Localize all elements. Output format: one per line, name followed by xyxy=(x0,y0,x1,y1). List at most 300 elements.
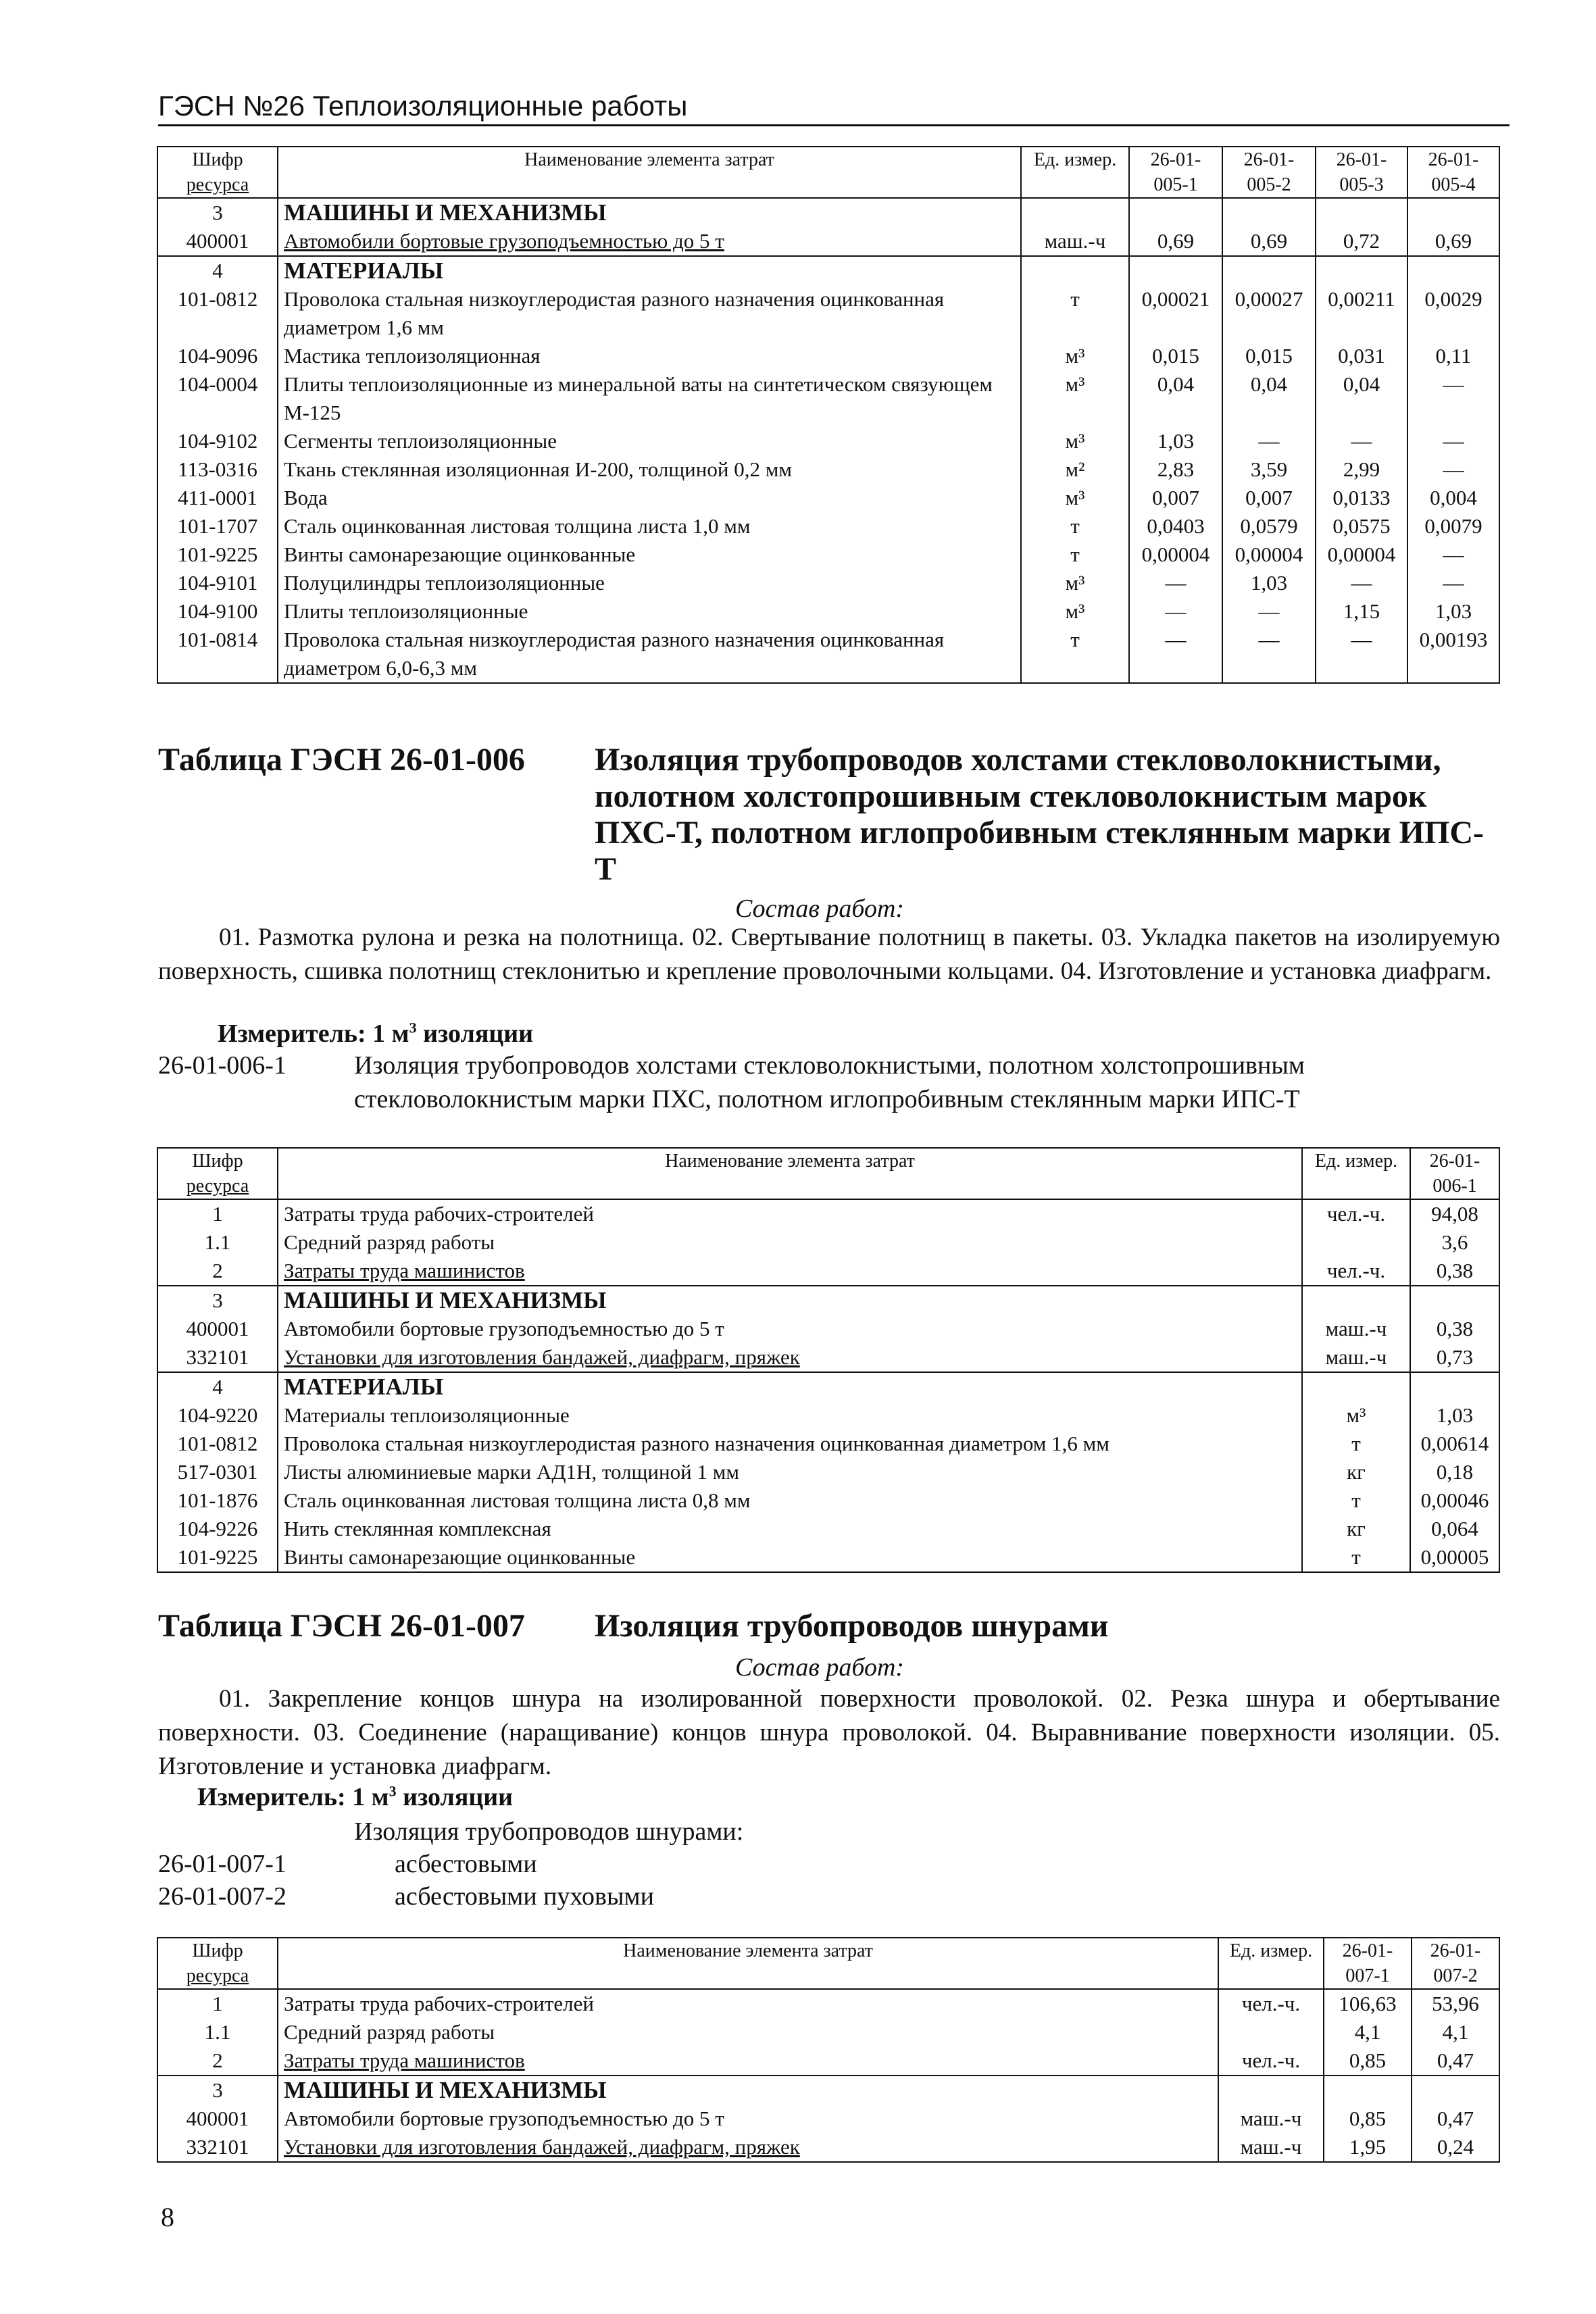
unit-of-measure: м² xyxy=(1021,455,1129,484)
norm-value: 0,04 xyxy=(1129,370,1222,427)
norm-value: — xyxy=(1222,597,1316,626)
resource-code: 3 xyxy=(157,198,278,227)
norm-value: 0,00614 xyxy=(1410,1430,1499,1458)
table-body xyxy=(157,147,1499,683)
norm-value: 0,007 xyxy=(1129,484,1222,512)
norm-value: 0,00027 xyxy=(1222,285,1316,342)
header-code xyxy=(157,147,278,198)
norm-value: 1,03 xyxy=(1410,1401,1499,1430)
resource-code: 101-9225 xyxy=(157,1543,278,1572)
norm-value: 0,69 xyxy=(1129,227,1222,256)
norm-value: 0,0403 xyxy=(1129,512,1222,540)
cost-element-name xyxy=(278,569,1021,597)
table-row xyxy=(157,1543,1499,1572)
resource-code: 1.1 xyxy=(157,1228,278,1257)
item-code-006-1: 26-01-006-1 xyxy=(158,1051,286,1080)
norm-value: — xyxy=(1407,540,1499,569)
table-row xyxy=(157,256,1499,285)
unit-of-measure xyxy=(1218,2076,1324,2105)
norm-value: — xyxy=(1222,626,1316,683)
header-code-line1: Шифр xyxy=(192,1151,243,1172)
cost-element-text: Установки для изготовления бандажей, диафрагм, пряжек xyxy=(284,1345,800,1369)
header-column-code: 26-01-007-2 xyxy=(1412,1938,1499,1989)
cost-element-name xyxy=(278,1199,1302,1228)
norm-value: 0,00211 xyxy=(1316,285,1407,342)
table-row xyxy=(157,1315,1499,1343)
resource-code: 101-1876 xyxy=(157,1486,278,1515)
norm-value: — xyxy=(1407,569,1499,597)
meter-prefix: Измеритель: 1 м xyxy=(197,1783,389,1811)
cost-element-name xyxy=(278,1315,1302,1343)
norm-value: 2,83 xyxy=(1129,455,1222,484)
unit-of-measure: м³ xyxy=(1021,484,1129,512)
cost-element-name xyxy=(278,2105,1218,2133)
table-row xyxy=(157,1257,1499,1286)
cost-element-name xyxy=(278,1515,1302,1543)
norm-value: 1,03 xyxy=(1222,569,1316,597)
header-unit: Ед. измер. xyxy=(1218,1938,1324,1989)
resource-code: 104-9226 xyxy=(157,1515,278,1543)
norm-value: 0,00004 xyxy=(1316,540,1407,569)
item-text-007-2: асбестовыми пуховыми xyxy=(395,1882,654,1911)
table-row xyxy=(157,569,1499,597)
header-code-line2: ресурса xyxy=(186,1965,249,1986)
cost-element-text: Полуцилиндры теплоизоляционные xyxy=(284,571,605,595)
table-body xyxy=(157,1938,1499,2162)
header-row xyxy=(157,1938,1499,1989)
unit-of-measure: м³ xyxy=(1021,427,1129,455)
norm-value xyxy=(1410,1286,1499,1315)
cost-element-name xyxy=(278,1257,1302,1286)
cost-element-name xyxy=(278,484,1021,512)
resource-code: 101-0814 xyxy=(157,626,278,683)
cost-element-name xyxy=(278,285,1021,342)
unit-of-measure: кг xyxy=(1302,1515,1410,1543)
cost-element-text: Затраты труда машинистов xyxy=(284,2048,525,2072)
cost-element-name xyxy=(278,1372,1302,1401)
header-name: Наименование элемента затрат xyxy=(278,1148,1302,1199)
norm-value: — xyxy=(1316,569,1407,597)
header-column-code: 26-01-005-3 xyxy=(1316,147,1407,198)
cost-element-name xyxy=(278,1989,1218,2018)
header-code-line2: ресурса xyxy=(186,174,249,195)
cost-element-name xyxy=(278,198,1021,227)
unit-of-measure xyxy=(1021,198,1129,227)
cost-element-text: МАТЕРИАЛЫ xyxy=(284,257,444,284)
unit-of-measure: маш.-ч xyxy=(1021,227,1129,256)
table-heading-006: Изоляция трубопроводов холстами стекловолокнистыми, полотном холстопрошивным стекловолокнистым марок ПХС-Т, полотном иглопробивным стеклянным марки ИПС-Т xyxy=(595,742,1484,887)
cost-element-text: Установки для изготовления бандажей, диафрагм, пряжек xyxy=(284,2135,800,2159)
norm-value: 3,6 xyxy=(1410,1228,1499,1257)
cost-element-name xyxy=(278,1286,1302,1315)
norm-value: — xyxy=(1407,427,1499,455)
resource-code: 104-9102 xyxy=(157,427,278,455)
table-label-006: Таблица ГЭСН 26-01-006 xyxy=(158,742,525,778)
table-row xyxy=(157,2133,1499,2162)
unit-of-measure: маш.-ч xyxy=(1302,1343,1410,1372)
cost-element-text: МАШИНЫ И МЕХАНИЗМЫ xyxy=(284,2077,607,2103)
norm-value: 0,00046 xyxy=(1410,1486,1499,1515)
resource-code: 332101 xyxy=(157,2133,278,2162)
header-name: Наименование элемента затрат xyxy=(278,1938,1218,1989)
item-code-007-2: 26-01-007-2 xyxy=(158,1882,286,1911)
cost-element-text: Ткань стеклянная изоляционная И-200, толщиной 0,2 мм xyxy=(284,457,792,481)
header-column-code: 26-01-005-1 xyxy=(1129,147,1222,198)
unit-of-measure: т xyxy=(1302,1486,1410,1515)
unit-of-measure: маш.-ч xyxy=(1218,2133,1324,2162)
unit-of-measure xyxy=(1021,256,1129,285)
norm-value: 106,63 xyxy=(1324,1989,1412,2018)
table-row xyxy=(157,1989,1499,2018)
resource-code: 101-9225 xyxy=(157,540,278,569)
resource-table-26-01-007 xyxy=(157,1937,1500,2163)
norm-value: 0,11 xyxy=(1407,342,1499,370)
norm-value: 0,0029 xyxy=(1407,285,1499,342)
norm-value: 0,004 xyxy=(1407,484,1499,512)
norm-value: 0,015 xyxy=(1222,342,1316,370)
norm-value xyxy=(1316,256,1407,285)
unit-of-measure: чел.-ч. xyxy=(1218,2046,1324,2076)
norm-value: 0,007 xyxy=(1222,484,1316,512)
table-row xyxy=(157,1515,1499,1543)
norm-value: 0,18 xyxy=(1410,1458,1499,1486)
table-row xyxy=(157,484,1499,512)
cost-element-text: Проволока стальная низкоуглеродистая разного назначения оцинкованная диаметром 1,6 мм xyxy=(284,287,945,339)
cost-element-name xyxy=(278,1458,1302,1486)
norm-value: 0,031 xyxy=(1316,342,1407,370)
resource-code: 411-0001 xyxy=(157,484,278,512)
cost-element-name xyxy=(278,2046,1218,2076)
meter-007 xyxy=(197,1782,513,1812)
norm-value xyxy=(1407,256,1499,285)
cost-element-name xyxy=(278,455,1021,484)
norm-value: 0,72 xyxy=(1316,227,1407,256)
unit-of-measure: т xyxy=(1021,540,1129,569)
norm-value: — xyxy=(1316,427,1407,455)
resource-table-26-01-006 xyxy=(157,1147,1500,1573)
cost-element-text: Винты самонарезающие оцинкованные xyxy=(284,543,636,566)
cost-element-text: МАШИНЫ И МЕХАНИЗМЫ xyxy=(284,1287,607,1313)
cost-element-text: Проволока стальная низкоуглеродистая разного назначения оцинкованная диаметром 6,0-6,3 мм xyxy=(284,628,945,680)
cost-element-name xyxy=(278,512,1021,540)
norm-value: — xyxy=(1407,370,1499,427)
resource-code: 101-0812 xyxy=(157,1430,278,1458)
cost-element-name xyxy=(278,427,1021,455)
resource-code: 400001 xyxy=(157,1315,278,1343)
resource-code: 1 xyxy=(157,1989,278,2018)
resource-code: 104-9220 xyxy=(157,1401,278,1430)
cost-element-name xyxy=(278,2018,1218,2046)
unit-of-measure: т xyxy=(1302,1430,1410,1458)
cost-element-text: Сталь оцинкованная листовая толщина листа 1,0 мм xyxy=(284,514,751,538)
norm-value: 0,00004 xyxy=(1129,540,1222,569)
cost-element-name xyxy=(278,626,1021,683)
norm-value: 0,24 xyxy=(1412,2133,1499,2162)
cost-element-name xyxy=(278,1228,1302,1257)
norm-value: 0,00193 xyxy=(1407,626,1499,683)
header-name: Наименование элемента затрат xyxy=(278,147,1021,198)
cost-element-text: Средний разряд работы xyxy=(284,2020,495,2044)
table-heading-007: Изоляция трубопроводов шнурами xyxy=(595,1608,1109,1644)
resource-code: 1.1 xyxy=(157,2018,278,2046)
norm-value: 0,0575 xyxy=(1316,512,1407,540)
norm-value: 0,04 xyxy=(1316,370,1407,427)
table-row xyxy=(157,427,1499,455)
resource-code: 4 xyxy=(157,256,278,285)
composition-text-006: 01. Размотка рулона и резка на полотнища. 02. Свертывание полотнищ в пакеты. 03. Укладка пакетов на изолируемую поверхность, сшивка полотнищ стеклонитью и крепление проволочными кольцами. 04. Изготовление и установка диафрагм. xyxy=(158,924,1500,985)
norm-value: 0,73 xyxy=(1410,1343,1499,1372)
unit-of-measure: кг xyxy=(1302,1458,1410,1486)
resource-code: 3 xyxy=(157,2076,278,2105)
meter-006 xyxy=(218,1019,533,1049)
norm-value: 94,08 xyxy=(1410,1199,1499,1228)
norm-value xyxy=(1412,2076,1499,2105)
norm-value xyxy=(1222,198,1316,227)
resource-code: 101-0812 xyxy=(157,285,278,342)
item-text-007-1: асбестовыми xyxy=(395,1850,537,1878)
cost-element-name xyxy=(278,227,1021,256)
page-number: 8 xyxy=(161,2202,174,2232)
norm-value: 0,85 xyxy=(1324,2046,1412,2076)
norm-value xyxy=(1410,1372,1499,1401)
cost-element-text: Средний разряд работы xyxy=(284,1230,495,1254)
unit-of-measure: маш.-ч xyxy=(1302,1315,1410,1343)
resource-code: 332101 xyxy=(157,1343,278,1372)
table-row xyxy=(157,2018,1499,2046)
table-row xyxy=(157,227,1499,256)
header-column-code: 26-01-005-4 xyxy=(1407,147,1499,198)
norm-value xyxy=(1129,256,1222,285)
table-row xyxy=(157,285,1499,342)
table-row xyxy=(157,626,1499,683)
cost-element-text: Плиты теплоизоляционные xyxy=(284,599,528,623)
norm-value: 53,96 xyxy=(1412,1989,1499,2018)
norm-value: 2,99 xyxy=(1316,455,1407,484)
cost-element-name xyxy=(278,597,1021,626)
meter-suffix: изоляции xyxy=(416,1020,534,1048)
unit-of-measure: м³ xyxy=(1302,1401,1410,1430)
table-row xyxy=(157,1458,1499,1486)
header-row xyxy=(157,1148,1499,1199)
norm-value: 0,015 xyxy=(1129,342,1222,370)
table-label-007: Таблица ГЭСН 26-01-007 xyxy=(158,1608,525,1644)
unit-of-measure: т xyxy=(1021,285,1129,342)
table-row xyxy=(157,540,1499,569)
norm-value: 0,00021 xyxy=(1129,285,1222,342)
norm-value: 0,0079 xyxy=(1407,512,1499,540)
norm-value: 1,95 xyxy=(1324,2133,1412,2162)
resource-code: 104-9096 xyxy=(157,342,278,370)
unit-of-measure xyxy=(1218,2018,1324,2046)
cost-element-text: Сегменты теплоизоляционные xyxy=(284,429,557,453)
norm-value: — xyxy=(1222,427,1316,455)
unit-of-measure: маш.-ч xyxy=(1218,2105,1324,2133)
cost-element-name xyxy=(278,1543,1302,1572)
resource-code: 517-0301 xyxy=(157,1458,278,1486)
unit-of-measure xyxy=(1302,1372,1410,1401)
norm-value: 0,38 xyxy=(1410,1257,1499,1286)
cost-element-name xyxy=(278,2076,1218,2105)
meter-sup: 3 xyxy=(389,1782,397,1800)
table-row xyxy=(157,2076,1499,2105)
meter-prefix: Измеритель: 1 м xyxy=(218,1020,409,1048)
resource-code: 104-0004 xyxy=(157,370,278,427)
norm-value xyxy=(1222,256,1316,285)
resource-code: 1 xyxy=(157,1199,278,1228)
composition-label-006: Состав работ: xyxy=(735,895,905,923)
cost-element-text: Затраты труда рабочих-строителей xyxy=(284,1992,594,2015)
cost-element-name xyxy=(278,342,1021,370)
resource-code: 2 xyxy=(157,2046,278,2076)
cost-element-name xyxy=(278,1486,1302,1515)
header-code xyxy=(157,1148,278,1199)
norm-value: 4,1 xyxy=(1412,2018,1499,2046)
cost-element-text: Автомобили бортовые грузоподъемностью до 5 т xyxy=(284,229,724,253)
table-row xyxy=(157,1199,1499,1228)
norm-value: 0,0133 xyxy=(1316,484,1407,512)
norm-value: 0,47 xyxy=(1412,2046,1499,2076)
unit-of-measure: т xyxy=(1302,1543,1410,1572)
cost-element-text: Материалы теплоизоляционные xyxy=(284,1403,570,1427)
norm-value: 1,03 xyxy=(1407,597,1499,626)
table-row xyxy=(157,1228,1499,1257)
unit-of-measure: т xyxy=(1021,512,1129,540)
table-row xyxy=(157,198,1499,227)
norm-value: 0,04 xyxy=(1222,370,1316,427)
header-code-line1: Шифр xyxy=(192,149,243,170)
norm-value: 4,1 xyxy=(1324,2018,1412,2046)
table-row xyxy=(157,1486,1499,1515)
unit-of-measure: чел.-ч. xyxy=(1218,1989,1324,2018)
cost-element-name xyxy=(278,2133,1218,2162)
cost-element-name xyxy=(278,370,1021,427)
table-row xyxy=(157,2046,1499,2076)
table-row xyxy=(157,455,1499,484)
cost-element-text: Автомобили бортовые грузоподъемностью до 5 т xyxy=(284,1317,724,1340)
norm-value: 1,15 xyxy=(1316,597,1407,626)
table-row xyxy=(157,1372,1499,1401)
norm-value: 0,38 xyxy=(1410,1315,1499,1343)
resource-code: 4 xyxy=(157,1372,278,1401)
composition-text-007: 01. Закрепление концов шнура на изолированной поверхности проволокой. 02. Резка шнура и обертывание поверхности. 03. Соединение (наращивание) концов шнура проволокой. 04. Выравнивание поверхности изоляции. 05. Изготовление и установка диафрагм. xyxy=(158,1685,1500,1780)
running-header: ГЭСН №26 Теплоизоляционные работы xyxy=(158,89,1510,126)
cost-element-name xyxy=(278,1401,1302,1430)
cost-element-name xyxy=(278,1343,1302,1372)
header-unit: Ед. измер. xyxy=(1021,147,1129,198)
header-unit: Ед. измер. xyxy=(1302,1148,1410,1199)
header-code-line1: Шифр xyxy=(192,1940,243,1961)
composition-label-007: Состав работ: xyxy=(735,1653,905,1682)
item-code-007-1: 26-01-007-1 xyxy=(158,1850,286,1878)
norm-value: 0,69 xyxy=(1222,227,1316,256)
norm-value xyxy=(1316,198,1407,227)
header-column-code: 26-01-005-2 xyxy=(1222,147,1316,198)
table-row xyxy=(157,512,1499,540)
norm-value: 0,064 xyxy=(1410,1515,1499,1543)
table-row xyxy=(157,1343,1499,1372)
norm-value xyxy=(1324,2076,1412,2105)
unit-of-measure: чел.-ч. xyxy=(1302,1199,1410,1228)
header-row xyxy=(157,147,1499,198)
unit-of-measure: м³ xyxy=(1021,597,1129,626)
cost-element-name xyxy=(278,1430,1302,1458)
norm-value: 0,47 xyxy=(1412,2105,1499,2133)
norm-value: 0,0579 xyxy=(1222,512,1316,540)
cost-element-text: Проволока стальная низкоуглеродистая разного назначения оцинкованная диаметром 1,6 мм xyxy=(284,1432,1109,1455)
table-row xyxy=(157,597,1499,626)
norm-value: — xyxy=(1407,455,1499,484)
cost-element-text: МАТЕРИАЛЫ xyxy=(284,1374,444,1400)
resource-code: 400001 xyxy=(157,227,278,256)
resource-code: 400001 xyxy=(157,2105,278,2133)
cost-element-text: Плиты теплоизоляционные из минеральной ваты на синтетическом связующем М-125 xyxy=(284,372,993,424)
cost-element-text: Винты самонарезающие оцинкованные xyxy=(284,1545,636,1569)
item-text-006-1: Изоляция трубопроводов холстами стекловолокнистыми, полотном холстопрошивным стекловолокнистым марки ПХС, полотном иглопробивным стеклянным марки ИПС-Т xyxy=(354,1051,1305,1113)
resource-code: 101-1707 xyxy=(157,512,278,540)
items-intro-007: Изоляция трубопроводов шнурами: xyxy=(354,1817,744,1846)
resource-table-26-01-005 xyxy=(157,146,1500,684)
table-body xyxy=(157,1148,1499,1572)
header-column-code: 26-01-006-1 xyxy=(1410,1148,1499,1199)
resource-code: 104-9100 xyxy=(157,597,278,626)
cost-element-name xyxy=(278,256,1021,285)
unit-of-measure xyxy=(1302,1228,1410,1257)
norm-value: — xyxy=(1129,569,1222,597)
norm-value: — xyxy=(1129,597,1222,626)
unit-of-measure: т xyxy=(1021,626,1129,683)
cost-element-text: МАШИНЫ И МЕХАНИЗМЫ xyxy=(284,199,607,226)
meter-sup: 3 xyxy=(409,1019,417,1036)
norm-value: 3,59 xyxy=(1222,455,1316,484)
cost-element-text: Нить стеклянная комплексная xyxy=(284,1517,551,1540)
table-row xyxy=(157,342,1499,370)
norm-value: 1,03 xyxy=(1129,427,1222,455)
unit-of-measure: м³ xyxy=(1021,569,1129,597)
resource-code: 2 xyxy=(157,1257,278,1286)
norm-value: 0,85 xyxy=(1324,2105,1412,2133)
cost-element-text: Затраты труда машинистов xyxy=(284,1259,525,1282)
header-code xyxy=(157,1938,278,1989)
cost-element-text: Затраты труда рабочих-строителей xyxy=(284,1202,594,1226)
cost-element-text: Листы алюминиевые марки АД1Н, толщиной 1 мм xyxy=(284,1460,739,1484)
norm-value: — xyxy=(1129,626,1222,683)
unit-of-measure: чел.-ч. xyxy=(1302,1257,1410,1286)
table-row xyxy=(157,1430,1499,1458)
cost-element-text: Сталь оцинкованная листовая толщина листа 0,8 мм xyxy=(284,1488,751,1512)
header-column-code: 26-01-007-1 xyxy=(1324,1938,1412,1989)
resource-code: 3 xyxy=(157,1286,278,1315)
unit-of-measure: м³ xyxy=(1021,342,1129,370)
cost-element-name xyxy=(278,540,1021,569)
table-row xyxy=(157,2105,1499,2133)
norm-value: 0,00005 xyxy=(1410,1543,1499,1572)
cost-element-text: Вода xyxy=(284,486,328,509)
unit-of-measure xyxy=(1302,1286,1410,1315)
table-row xyxy=(157,1401,1499,1430)
resource-code: 104-9101 xyxy=(157,569,278,597)
header-code-line2: ресурса xyxy=(186,1176,249,1197)
norm-value: — xyxy=(1316,626,1407,683)
norm-value: 0,00004 xyxy=(1222,540,1316,569)
norm-value xyxy=(1407,198,1499,227)
table-row xyxy=(157,1286,1499,1315)
unit-of-measure: м³ xyxy=(1021,370,1129,427)
meter-suffix: изоляции xyxy=(396,1783,514,1811)
norm-value xyxy=(1129,198,1222,227)
norm-value: 0,69 xyxy=(1407,227,1499,256)
table-row xyxy=(157,370,1499,427)
resource-code: 113-0316 xyxy=(157,455,278,484)
